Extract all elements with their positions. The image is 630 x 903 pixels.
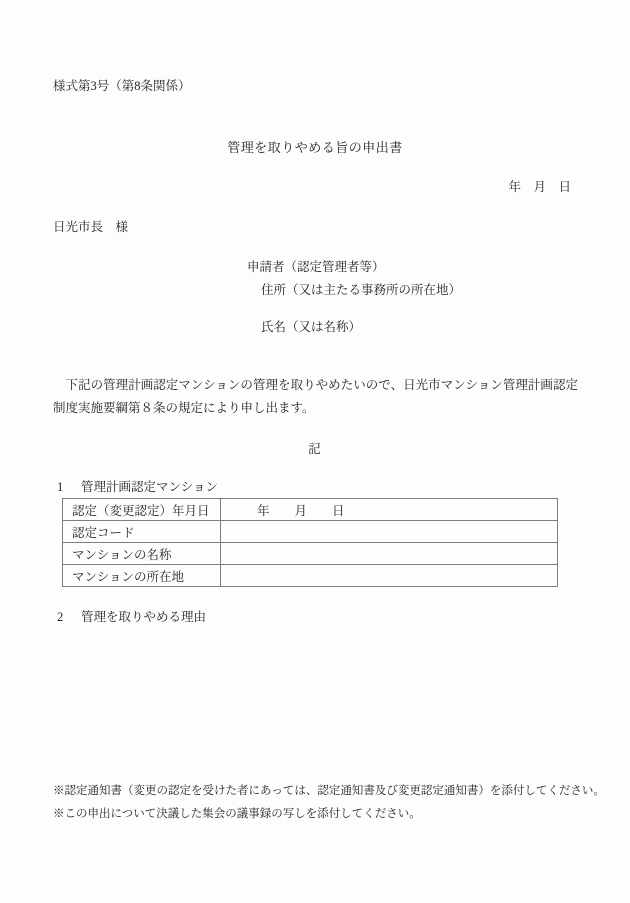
table-row-certification-code (63, 521, 558, 543)
section1-heading-text: 管理計画認定マンション (81, 480, 218, 494)
row-label-mansion-name: マンションの名称 (63, 543, 221, 565)
row-value-mansion-address (221, 565, 558, 587)
row-label-certification-date: 認定（変更認定）年月日 (63, 499, 221, 521)
section2-heading (57, 611, 206, 624)
form-number: 様式第3号（第8条関係） (53, 79, 191, 93)
section2-number: 2 (57, 610, 64, 624)
applicant-name-label: 氏名（又は名称） (261, 320, 362, 334)
row-value-certification-date: 年 月 日 (221, 499, 558, 521)
ki-marker: 記 (308, 442, 322, 456)
table-row-mansion-address (63, 565, 558, 587)
applicant-address-label: 住所（又は主たる事務所の所在地） (261, 283, 462, 297)
row-value-mansion-name (221, 543, 558, 565)
table-row-certification-date (63, 499, 558, 521)
row-label-certification-code: 認定コード (63, 521, 221, 543)
section1-heading (57, 481, 218, 494)
table-row-mansion-name (63, 543, 558, 565)
note-attach-certificates: ※認定通知書（変更の認定を受けた者にあっては、認定通知書及び変更認定通知書）を添付してください。 (53, 785, 605, 797)
applicant-label: 申請者（認定管理者等） (247, 260, 385, 274)
row-value-certification-code (221, 521, 558, 543)
section1-number: 1 (57, 480, 64, 494)
section2-heading-text: 管理を取りやめる理由 (81, 610, 207, 624)
row-label-mansion-address: マンションの所在地 (63, 565, 221, 587)
addressee: 日光市長 様 (53, 220, 129, 234)
note-attach-meeting-minutes: ※この申出について決議した集会の議事録の写しを添付してください。 (53, 807, 421, 820)
footer-notes (53, 780, 605, 825)
body-paragraph: 下記の管理計画認定マンションの管理を取りやめたいので、日光市マンション管理計画認定制度実施要綱第８条の規定により申し出ます。 (53, 378, 578, 415)
document-title: 管理を取りやめる旨の申出書 (227, 140, 403, 155)
date-line: 年 月 日 (508, 180, 571, 194)
certified-mansion-table (62, 498, 558, 587)
